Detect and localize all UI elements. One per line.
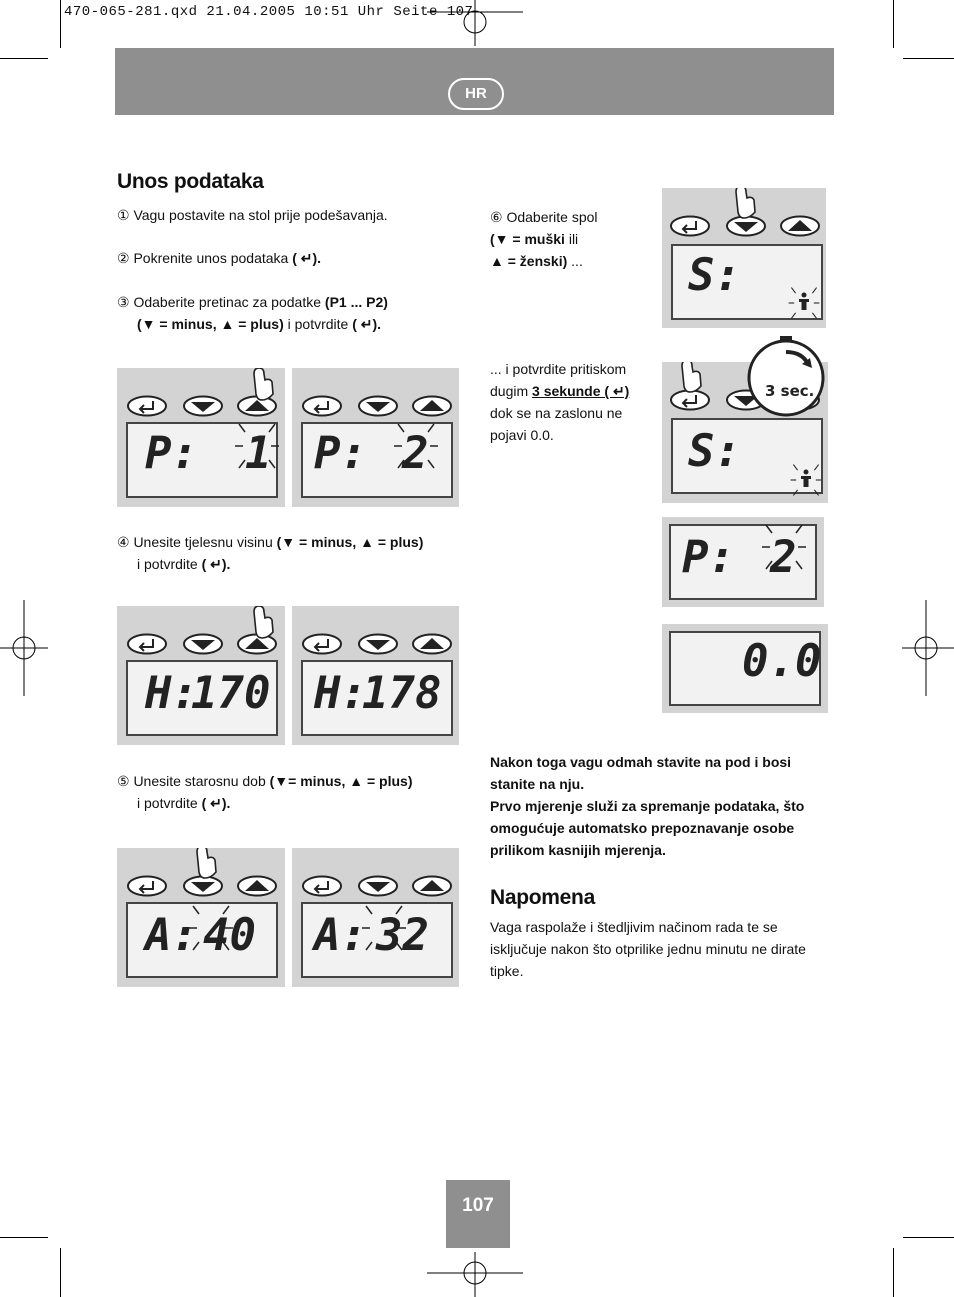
step-5-confirm: i potvrdite <box>137 795 198 811</box>
lcd-label: A: <box>314 910 367 961</box>
registration-mark-bottom <box>427 1252 523 1297</box>
napomena-text <box>490 916 806 982</box>
lcd-label: P: <box>682 532 735 583</box>
lcd-value: 0.0 <box>742 636 822 687</box>
note-bold <box>490 751 804 861</box>
male-option: (▼ = muški <box>490 231 565 247</box>
confirm-line-2 <box>490 380 629 402</box>
step-3-enter: ( ↵). <box>352 316 382 332</box>
lcd-value: 2 <box>770 532 797 583</box>
step-3-bold: (P1 ... P2) <box>324 294 388 310</box>
lcd-label: H: <box>314 668 367 719</box>
lcd-panel-a1 <box>117 848 285 987</box>
napomena-line: Vaga raspolaže i štedljivim načinom rada te se <box>490 919 778 935</box>
step-4-confirm: i potvrdite <box>137 556 198 572</box>
note-line: prilikom kasnijih mjerenja. <box>490 842 666 858</box>
step-4-text: ④ Unesite tjelesnu visinu <box>117 534 273 550</box>
step-4-bold: (▼ = minus, ▲ = plus) <box>276 534 424 550</box>
lcd-label: S: <box>688 426 741 477</box>
confirm-long-press: dugim <box>490 383 529 399</box>
section-title-napomena: Napomena <box>490 886 595 909</box>
page-number: 107 <box>446 1180 510 1248</box>
lcd-panel-p2 <box>292 368 459 507</box>
lcd-label: A: <box>145 910 198 961</box>
step-4-line-2 <box>137 553 230 575</box>
crop-mark <box>893 1248 894 1297</box>
lcd-value: 170 <box>191 668 271 719</box>
step-5-line-2 <box>137 792 230 814</box>
lcd-panel-p3 <box>662 517 824 607</box>
lcd-value: 1 <box>245 428 272 479</box>
step-2-bold: ( ↵). <box>292 250 322 266</box>
or-text: ili <box>568 231 579 247</box>
confirm-duration: 3 sekunde ( ↵) <box>532 383 630 399</box>
step-5-text: ⑤ Unesite starosnu dob <box>117 773 266 789</box>
female-option: ▲ = ženski) <box>490 253 568 269</box>
napomena-line: isključuje nakon što otprilike jednu minutu ne dirate <box>490 941 806 957</box>
confirm-line-3: dok se na zaslonu ne <box>490 405 623 421</box>
registration-mark-right <box>902 600 954 696</box>
registration-mark-left <box>0 600 48 696</box>
confirm-line-1: ... i potvrdite pritiskom <box>490 361 627 377</box>
step-2-text: ② Pokrenite unos podataka <box>117 250 289 266</box>
crop-mark <box>903 58 954 59</box>
ellipsis: ... <box>571 253 583 269</box>
lcd-panel-h1 <box>117 606 285 745</box>
lcd-label: S: <box>688 250 741 301</box>
lcd-label: P: <box>314 428 367 479</box>
step-5-bold: (▼= minus, ▲ = plus) <box>269 773 413 789</box>
lcd-panel-h2 <box>292 606 459 745</box>
step-5 <box>117 770 412 792</box>
step-6-female <box>490 250 583 272</box>
crop-mark <box>0 58 48 59</box>
lcd-label: H: <box>145 668 198 719</box>
lcd-panel-p1 <box>117 368 285 507</box>
crop-mark <box>60 1248 61 1297</box>
crop-mark <box>903 1237 954 1238</box>
step-3-confirm: i potvrdite <box>287 316 349 332</box>
step-3-line-2 <box>137 313 381 335</box>
lcd-panel-zero <box>662 624 828 713</box>
step-3-keys: (▼ = minus, ▲ = plus) <box>137 316 284 332</box>
crop-mark <box>60 0 61 48</box>
step-4-enter: ( ↵). <box>201 556 231 572</box>
note-line: Prvo mjerenje služi za spremanje podataka, što <box>490 798 805 814</box>
timer-icon <box>744 334 828 418</box>
lcd-panel-a2 <box>292 848 459 987</box>
step-4 <box>117 531 423 553</box>
registration-mark-top <box>427 0 523 46</box>
lcd-panel-s1 <box>662 188 826 328</box>
lcd-value: 32 <box>376 910 429 961</box>
step-2 <box>117 247 321 269</box>
lcd-value: 178 <box>362 668 442 719</box>
note-line: omogućuje automatsko prepoznavanje osobe <box>490 820 795 836</box>
napomena-line: tipke. <box>490 963 524 979</box>
section-title-unos: Unos podataka <box>117 170 264 193</box>
lcd-value: 40 <box>203 910 256 961</box>
lcd-value: 2 <box>402 428 429 479</box>
file-header: 470-065-281.qxd 21.04.2005 10:51 Uhr Seite 107 <box>64 4 474 20</box>
step-5-enter: ( ↵). <box>201 795 231 811</box>
step-3-text: ③ Odaberite pretinac za podatke <box>117 294 322 310</box>
lcd-label: P: <box>145 428 198 479</box>
step-6-male <box>490 228 578 250</box>
language-badge: HR <box>448 78 504 110</box>
confirm-line-4: pojavi 0.0. <box>490 427 554 443</box>
step-3 <box>117 291 388 313</box>
note-line: Nakon toga vagu odmah stavite na pod i bosi <box>490 754 792 770</box>
step-1: ① Vagu postavite na stol prije podešavanja. <box>117 207 388 223</box>
timer-label: 3 sec. <box>765 382 815 400</box>
note-line: stanite na nju. <box>490 776 585 792</box>
step-6: ⑥ Odaberite spol <box>490 209 598 225</box>
crop-mark <box>0 1237 48 1238</box>
crop-mark <box>893 0 894 48</box>
